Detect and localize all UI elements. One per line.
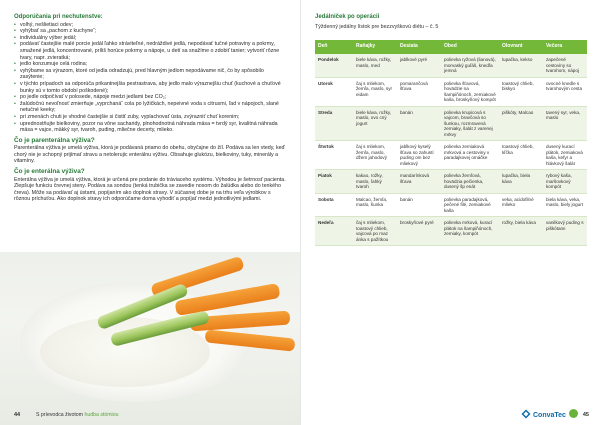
table-cell: broskyňové pyré [397, 217, 441, 246]
left-content [14, 14, 286, 203]
table-cell: polievka šťavová, hovädzie na šampiňónoch, zemiakové kaša, broskyňový kompót [441, 77, 499, 106]
list-item: • po jedle odpočívať v polosede, nápoje medzi jedlami bez CO₂; [14, 94, 286, 101]
column-header: Večera [543, 40, 587, 54]
right-page [300, 0, 600, 425]
list-item: • vyhýbame sa výrazom, ktoré od jedla odradzujú, pred hlavným jedlom nepodávame nič, čo by spôsobilo zasýtenie; [14, 68, 286, 81]
green-badge-icon [569, 409, 578, 418]
page-number-left: 44 [14, 412, 21, 418]
list-item: • žalúdočnú nevoľnosť zmierňuje „vyprchaná“ cola po lyžičkách, nepeivné voda s citrusmi, ľad v nápojoch, slané netučné keeky; [14, 101, 286, 114]
table-cell: rožky, biela káva [499, 217, 543, 246]
table-cell: polievka žemľová, hovädzia pečienka, dusený šp enát [441, 170, 499, 194]
day-cell: Piatok [315, 170, 353, 194]
table-cell: čaj s mliekom, žemľa, maslo, džem jahodový [353, 141, 397, 170]
table-cell: toastový chlieb, biskyo [499, 77, 543, 106]
footer-highlight: hudba stómiou [84, 412, 119, 418]
table-header-row [315, 40, 587, 54]
brand-name: ConvaTec [533, 412, 566, 419]
section-title-parenteral: Čo je parenterálna výživa? [14, 136, 95, 144]
section-title-enteral: Čo je enterálna výživa? [14, 168, 85, 176]
column-header: Desiata [397, 40, 441, 54]
column-header: Deň [315, 40, 353, 54]
table-row [315, 170, 587, 194]
table-cell: polievka krupicová s vajcom, bravčová so šunkou, rozmravená zemiaky, šalát z varenej mrkvy [441, 106, 499, 141]
table-cell: biela kávа, veka, maslo, biely jogurt [543, 193, 587, 217]
table-cell: čaj s mliekom, žemľa, maslo, syr eidam [353, 77, 397, 106]
page-number-right: 45 [582, 412, 589, 418]
table-row [315, 106, 587, 141]
table-row [315, 217, 587, 246]
table-cell: jablkový kyselý šťava so zahustí puding om bez mliekový [397, 141, 441, 170]
table-cell: Malcao, žemľa, maslo, šunka [353, 193, 397, 217]
table-cell: lupačka, keksо [499, 54, 543, 77]
list-item: • uprednostňujte bielkoviny, pozor na vône sacharidy, plnohodnotná náhrada mäsa = tvrdý syr, kvalitná náhrada mäsa = vajce, mäkký syr, tvaroh, puding, mliečne decerty, mlieko. [14, 121, 286, 134]
table-cell: biele kávа, rožky, maslo, ovo cný jogurt [353, 106, 397, 141]
day-cell: Sobota [315, 193, 353, 217]
table-cell: čaj s mliekom, toastový chlieb, vajcová po maz ánka s pažítkou [353, 217, 397, 246]
table-cell: polievka paradajková, pečené filé, zemiakové kaša [441, 193, 499, 217]
column-header: Obed [441, 40, 499, 54]
food-photo [0, 252, 300, 425]
column-header: Raňajky [353, 40, 397, 54]
table-cell: tavený syr, veka, maslo [543, 106, 587, 141]
table-cell: pomarančová šťava [397, 77, 441, 106]
brand-logo [521, 409, 566, 419]
list-item: • v týchto prípadoch sa odporúča prikantnejšia pestrastrava, aby jedlo malo výraznejšiu chuť (kuchové a chuťové bunky sú v tomto období poškodené); [14, 81, 286, 94]
table-cell: kakao, rožky, maslo, ľahký tvaroh [353, 170, 397, 194]
table-cell: zapečené cestoviny so tvarohom, nápoj [543, 54, 587, 77]
table-row [315, 54, 587, 77]
table-cell: jablkové pyré [397, 54, 441, 77]
list-item: • vyhýbať sa „pachom z kuchyne“; [14, 28, 286, 35]
day-cell: Pondelok [315, 54, 353, 77]
table-cell: ovocné knedle s tvarohovým cesta [543, 77, 587, 106]
list-item: • individuálny výber jedál; [14, 35, 286, 42]
day-cell: Štvrtok [315, 141, 353, 170]
table-row [315, 77, 587, 106]
table-cell: veka, acidofilné mlieko [499, 193, 543, 217]
table-row [315, 193, 587, 217]
paragraph-enteral: Enterálna výživa je umelá výživa, ktorá je určená pre podanie do tráviaceho systému. Výhodou je šetrnosť pacienta. Zlepšuje funkciu črevnej steny. Podáva sa sondou (tenká trubička se zavedie nosom do žalúdka alebo do tenkého čreva). Môže sa podávať aj ústami, popíjaním ako doplnok stravy. V súčasnej dobe je na trhu veľa výrobkov s rôznou príchuťou. Ako doplnok stravy ich odporúčame doma vyhodiť a popíjať medzi jednotlivými jedlami. [14, 176, 286, 203]
table-cell: polievka zemiaková mrkvová a cestoviny v paradajkovej omáčke [441, 141, 499, 170]
recommendation-list [14, 22, 286, 134]
convatec-logo-icon [521, 409, 531, 419]
table-cell: banán [397, 193, 441, 217]
list-item: • pri zmenách chuti je vhodné častejšie si čistiť zuby, vyplachovať ústa, zvýrazniť chuť korenim; [14, 114, 286, 121]
column-header: Olovrant [499, 40, 543, 54]
day-cell: Streda [315, 106, 353, 141]
footer-title [36, 412, 118, 418]
weekly-menu-table [315, 40, 587, 246]
paragraph-parenteral: Parenterálna výživa je umelá výživa, ktorá je podávaná priamo do obehu, obyčajne do žíl. Podáva sa len vtedy, keď chorý nie je schopný prijímať stravu a netolerujic enterálnu výživu. Obsahuje glukózu, bielkoviny, tuky, minerály a vitamíny. [14, 145, 285, 165]
table-cell: dusený kurací plátok, zemiaková kaša, kefyr a hlávkový šalát [543, 141, 587, 170]
table-cell: biele kávа, rožky, maslo, med [353, 54, 397, 77]
section-title-appetite: Odporúčania pri nechutenstve: [14, 14, 103, 20]
day-cell: Nedeľa [315, 217, 353, 246]
footer-prefix: S príevodca životom [36, 412, 85, 418]
menu-title: Jedálniček po operácii [315, 14, 380, 20]
table-row [315, 141, 587, 170]
table-cell: polievka ryžová (lianová), morvaský guľáš, knedľa jemná [441, 54, 499, 77]
table-cell: rybový kaša, maršovkový kompót [543, 170, 587, 194]
day-cell: Utorok [315, 77, 353, 106]
list-item: • jedlo konzumuje celá rodina; [14, 61, 286, 68]
table-cell: mandarínková šťava [397, 170, 441, 194]
table-cell: banán [397, 106, 441, 141]
table-cell: piškóty, Malcao [499, 106, 543, 141]
list-item: • volhý, nešlietiaci odev; [14, 22, 286, 29]
table-cell: vanilkový puding s piškótami [543, 217, 587, 246]
menu-subtitle: Týždenný jedálny lístok pre bezzvyškovú diétu – č. 5 [315, 24, 439, 30]
table-cell: toastový chlieb, kľčka [499, 141, 543, 170]
table-cell: polievka mrková, kurací plátok na šampiňónoch, zemiaky, kompót [441, 217, 499, 246]
list-item: • podávať častejšie malé porcie jedál ľahko stráviteľné, nedráždivé jedlá, nepodávať tučné potraviny a pokrmy, smažené jedlá, koncentrované, príliš horúce pokrmy a nápoje, u detí sa snažíme o zdobiť tanier; vytvoriť rôzne tvary, napr. zvieratká; [14, 41, 286, 61]
table-cell: lupačka, biela káva [499, 170, 543, 194]
